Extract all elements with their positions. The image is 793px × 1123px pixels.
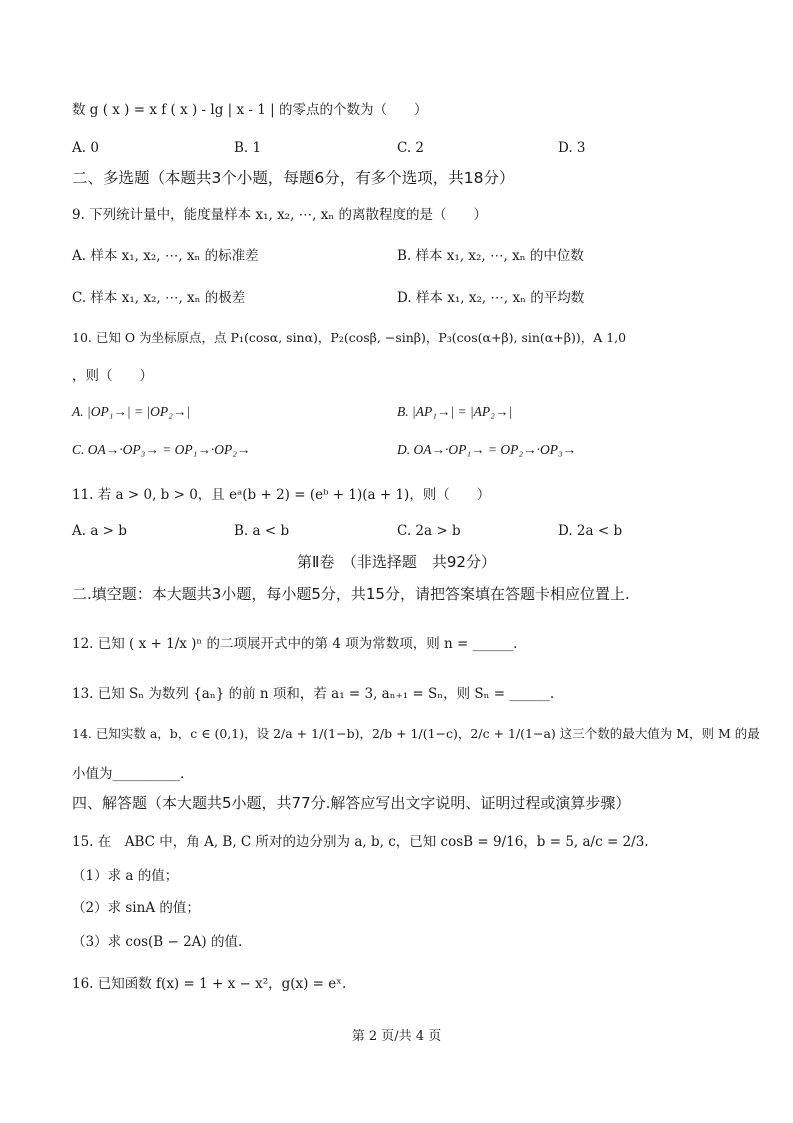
q15-part-3: （3）求 cos(B − 2A) 的值. [72,934,243,950]
q8-option-c: C. 2 [397,140,425,156]
q11-option-a: A. a > b [72,523,127,539]
question-12: 12. 已知 ( x + 1/x )ⁿ 的二项展开式中的第 4 项为常数项，则 n = ______. [72,636,518,652]
section-3-heading: 二.填空题：本大题共3小题，每小题5分，共15分，请把答案填在答题卡相应位置上. [72,585,630,603]
q15-part-2: （2）求 sinA 的值； [72,900,200,916]
q11-option-b: B. a < b [234,523,290,539]
q9-option-c: C. 样本 x₁, x₂, ⋯, xₙ 的极差 [72,290,246,306]
question-9-stem: 9. 下列统计量中，能度量样本 x₁, x₂, ⋯, xₙ 的离散程度的是（ ） [72,207,488,223]
question-10-stem-continued: ，则（ ） [72,368,153,384]
page-footer: 第 2 页/共 4 页 [351,1029,442,1044]
question-8-tail: 数 g ( x ) = x f ( x ) - lg | x - 1 | 的零点的个数为（ ） [72,102,428,118]
q9-option-b: B. 样本 x₁, x₂, ⋯, xₙ 的中位数 [397,248,584,264]
q10-option-b: B. |AP₁→| = |AP₂→| [397,404,513,419]
q10-option-c: C. OA→·OP₃→ = OP₁→·OP₂→ [72,442,251,457]
question-14: 14. 已知实数 a，b，c ∈ (0,1)，设 2/a + 1/(1−b)，2/b + 1/(1−c)，2/c + 1/(1−a) 这三个数的最大值为 M，则 M 的最 [72,726,760,741]
q9-option-d: D. 样本 x₁, x₂, ⋯, xₙ 的平均数 [397,290,585,306]
section-2-heading: 二、多选题（本题共3个小题，每题6分，有多个选项，共18分） [72,169,515,187]
q9-option-a: A. 样本 x₁, x₂, ⋯, xₙ 的标准差 [72,248,259,264]
q15-part-1: （1）求 a 的值； [72,868,179,884]
question-11-stem: 11. 若 a > 0, b > 0，且 eᵃ(b + 2) = (eᵇ + 1)(a + 1)，则（ ） [72,487,491,503]
q8-option-b: B. 1 [234,140,262,156]
q11-option-d: D. 2a < b [558,523,623,539]
q8-option-d: D. 3 [558,140,586,156]
q10-option-a: A. |OP₁→| = |OP₂→| [72,404,191,419]
question-15-stem: 15. 在 ABC 中，角 A, B, C 所对的边分别为 a, b, c，已知 cosB = 9/16，b = 5, a/c = 2/3. [72,834,649,850]
section-4-heading: 四、解答题（本大题共5小题，共77分.解答应写出文字说明、证明过程或演算步骤） [72,794,631,812]
q10-option-d: D. OA→·OP₁→ = OP₂→·OP₃→ [397,442,577,457]
question-13: 13. 已知 Sₙ 为数列 {aₙ} 的前 n 项和，若 a₁ = 3, aₙ₊₁ = Sₙ，则 Sₙ = ______. [72,686,555,702]
question-10-stem: 10. 已知 O 为坐标原点，点 P₁(cosα, sinα)，P₂(cosβ, −sinβ)，P₃(cos(α+β), sin(α+β))，A 1,0 [72,330,627,345]
q8-option-a: A. 0 [72,140,99,156]
question-14-continued: 小值为__________. [72,766,185,782]
q11-option-c: C. 2a > b [397,523,461,539]
volume-2-title: 第Ⅱ卷 （非选择题 共92分） [297,553,496,571]
question-16-stem: 16. 已知函数 f(x) = 1 + x − x²，g(x) = eˣ. [72,976,347,992]
